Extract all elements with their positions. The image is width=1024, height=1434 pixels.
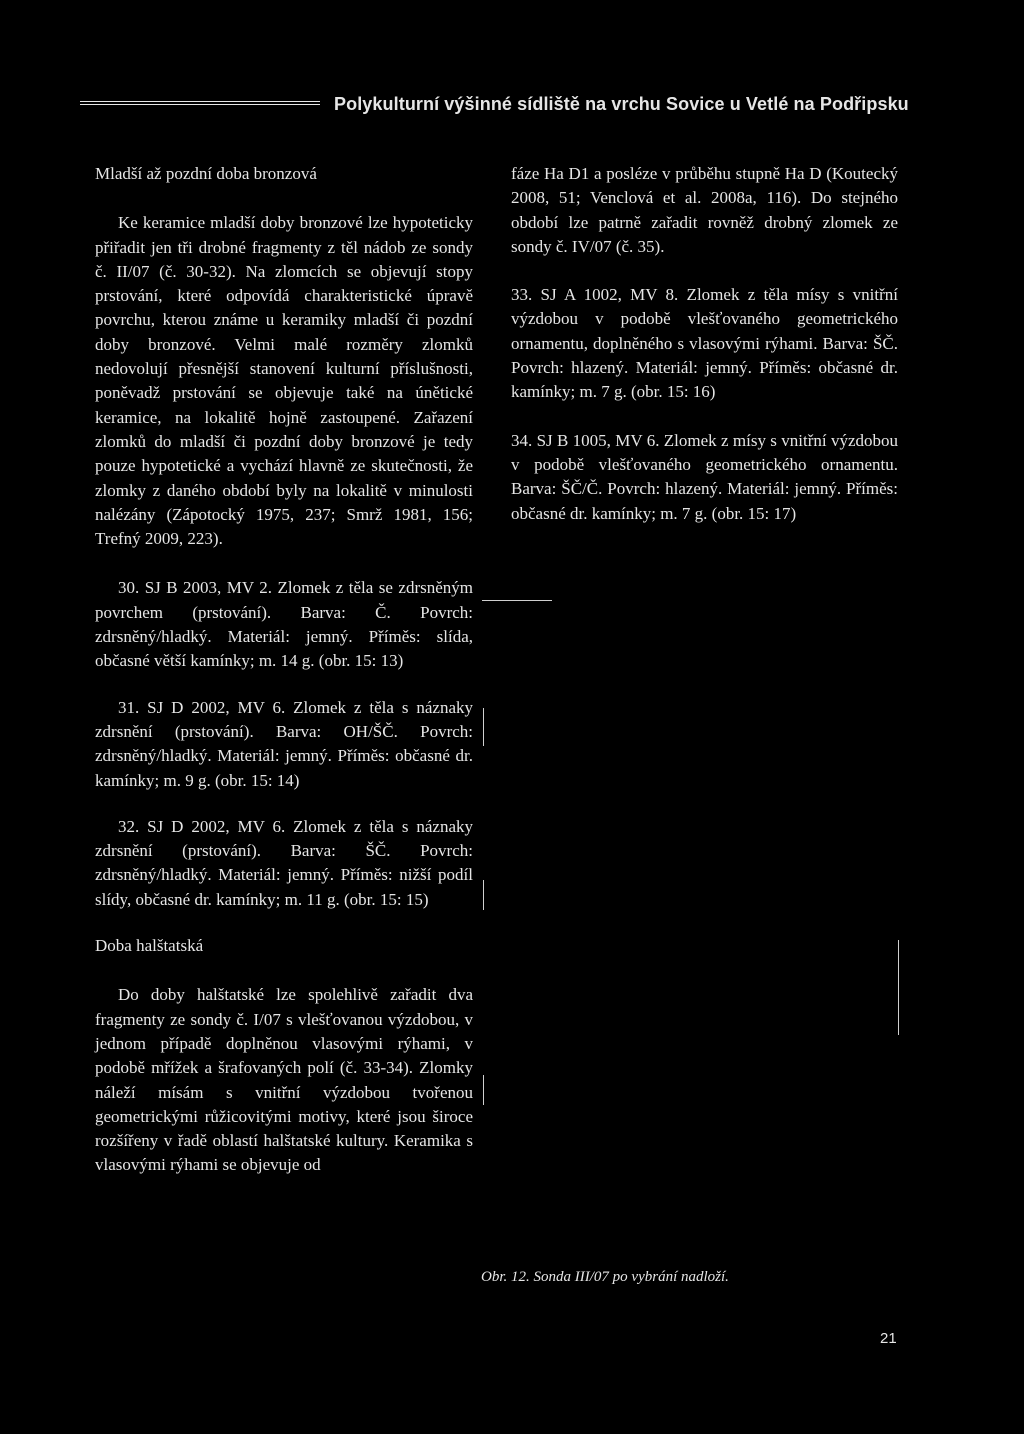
paragraph-continuation: fáze Ha D1 a posléze v průběhu stupně Ha D (Koutecký 2008, 51; Venclová et al. 2008a, 116). Do stejného období lze patrně zařadit rovněž drobný zlomek ze sondy č. IV/07 (č. 35). [511,164,898,256]
paragraph-hallstatt: Do doby halštatské lze spolehlivě zařadit dva fragmenty ze sondy č. I/07 s vlešťovanou výzdobou, v jednom případě doplněnou vlasovými rýhami, v podobě mřížek a šrafovaných polí (č. 33-34). Zlomky náleží mísám s vnitřní výzdobou tvořenou geometrickými růžicovitými motivy, které jsou široce rozšířeny v řadě oblastí halštatské kultury. Keramika s vlasovými rýhami se objevuje od [95,985,473,1175]
figure-edge-line [483,880,484,910]
catalog-item-30: 30. SJ B 2003, MV 2. Zlomek z těla se zdrsněným povrchem (prstování). Barva: Č. Povrch: zdrsněný/hladký. Materiál: jemný. Příměs: slída, občasné větší kamínky; m. 14 g. (obr. 15: 13) [95,578,473,671]
running-title: Polykulturní výšinné sídliště na vrchu Sovice u Vetlé na Podřipsku [334,94,909,114]
catalog-item-32: 32. SJ D 2002, MV 6. Zlomek z těla s náznaky zdrsnění (prstování). Barva: ŠČ. Povrch: zdrsněný/hladký. Materiál: jemný. Příměs: nižší podíl slídy, občasné dr. kamínky; m. 11 g. (obr. 15: 15) [95,816,473,909]
figure-edge-line [898,940,899,1035]
page-number: 21 [880,1330,897,1347]
catalog-item-33: 33. SJ A 1002, MV 8. Zlomek z těla mísy s vnitřní výzdobou v podobě vlešťovaného geometrického ornamentu, doplněného s vlasovými rýhami. Barva: ŠČ. Povrch: hlazený. Materiál: jemný. Příměs: občasné dr. kamínky; m. 7 g. (obr. 15: 16) [511,285,898,402]
section-heading-bronze-age: Mladší až pozdní doba bronzová [95,164,317,183]
figure-edge-line [482,600,552,601]
right-column [511,162,898,526]
left-column [95,162,473,1178]
catalog-item-34: 34. SJ B 1005, MV 6. Zlomek z mísy s vnitřní výzdobou v podobě vlešťovaného geometrického ornamentu. Barva: ŠČ/Č. Povrch: hlazený. Materiál: jemný. Příměs: občasné dr. kamínky; m. 7 g. (obr. 15: 17) [511,430,898,523]
figure-edge-line [483,708,484,746]
paragraph-bronze-age: Ke keramice mladší doby bronzové lze hypoteticky přiřadit jen tři drobné fragmenty z těl nádob ze sondy č. II/07 (č. 30-32). Na zlomcích se objevují stopy prstování, které odpovídá charakteristické úpravě povrchu, kterou známe u keramiky mladší či pozdní doby bronzové. Velmi malé rozměry zlomků nedovolují přesnější stanovení kulturní příslušnosti, poněvadž prstování se objevuje také na únětické keramice, na lokalitě hojně zastoupené. Zařazení zlomků do mladší či pozdní doby bronzové je tedy pouze hypotetické a vychází hlavně ze skutečnosti, že zlomky z daného období byly na lokalitě v minulosti nalézány (Zápotocký 1975, 237; Smrž 1981, 156; Trefný 2009, 223). [95,213,473,549]
header-rule [80,101,320,105]
figure-edge-line [483,1075,484,1105]
figure-photo [478,590,918,1280]
catalog-item-31: 31. SJ D 2002, MV 6. Zlomek z těla s náznaky zdrsnění (prstování). Barva: OH/ŠČ. Povrch: zdrsněný/hladký. Materiál: jemný. Příměs: občasné dr. kamínky; m. 9 g. (obr. 15: 14) [95,697,473,790]
section-heading-hallstatt: Doba halštatská [95,936,204,956]
figure-caption: Obr. 12. Sonda III/07 po vybrání nadloží. [481,1269,729,1285]
